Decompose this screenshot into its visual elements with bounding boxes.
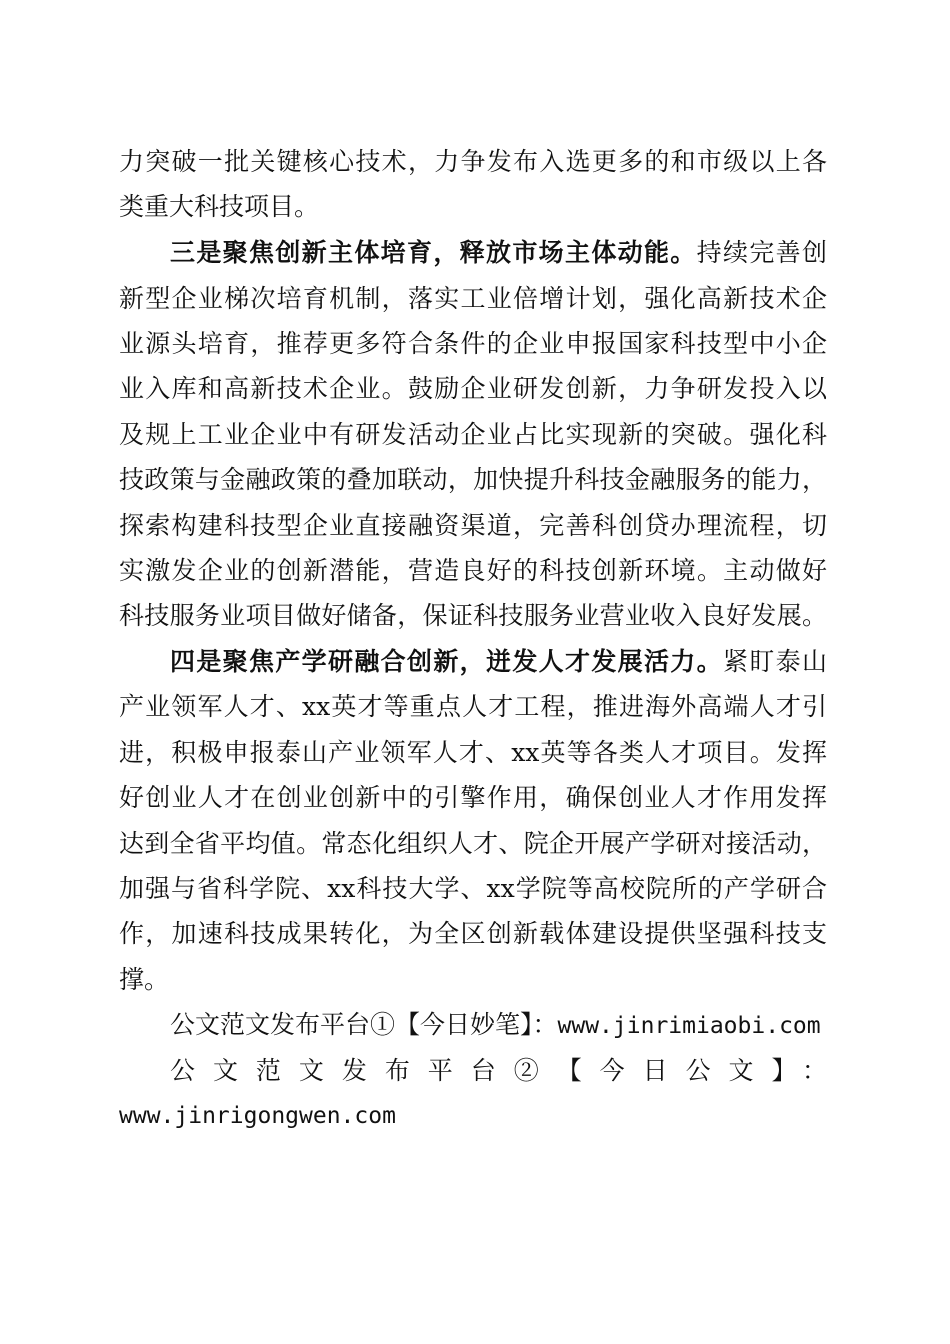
body-text-line: 科技服务业项目做好储备，保证科技服务业营业收入良好发展。 xyxy=(119,601,827,630)
body-text-line: 探索构建科技型企业直接融资渠道，完善科创贷办理流程，切 xyxy=(119,511,827,540)
body-text-line: 及规上工业企业中有研发活动企业占比实现新的突破。强化科 xyxy=(119,420,827,449)
paragraph-four-heading: 四是聚焦产学研融合创新，迸发人才发展活力。 xyxy=(170,647,723,676)
body-text-line: 好创业人才在创业创新中的引擎作用，确保创业人才作用发挥 xyxy=(119,783,827,812)
footer-platform-two-label: 公文范文发布平台②【今日公文】： xyxy=(170,1056,827,1085)
paragraph-three-first-line xyxy=(170,231,827,275)
body-text-fragment: 持续完善创 xyxy=(696,238,827,267)
footer-platform-one-link[interactable]: www.jinrimiaobi.com xyxy=(557,1013,821,1039)
body-text-line: 业源头培育，推荐更多符合条件的企业申报国家科技型中小企 xyxy=(119,329,827,358)
body-text-line: 业入库和高新技术企业。鼓励企业研发创新，力争研发投入以 xyxy=(119,374,827,403)
body-text-line: 类重大科技项目。 xyxy=(119,192,320,221)
body-text-line: 力突破一批关键核心技术，力争发布入选更多的和市级以上各 xyxy=(119,147,827,176)
footer-platform-two-link[interactable]: www.jinrigongwen.com xyxy=(119,1103,396,1129)
body-text-line: 进，积极申报泰山产业领军人才、xx英等各类人才项目。发挥 xyxy=(119,738,827,767)
body-text-line: 加强与省科学院、xx科技大学、xx学院等高校院所的产学研合 xyxy=(119,874,827,903)
body-text-line: 达到全省平均值。常态化组织人才、院企开展产学研对接活动， xyxy=(119,829,827,858)
body-text-fragment: 紧盯泰山 xyxy=(722,647,827,676)
body-text-line: 撑。 xyxy=(119,965,170,994)
body-text-line: 技政策与金融政策的叠加联动，加快提升科技金融服务的能力， xyxy=(119,465,827,494)
paragraph-three-heading: 三是聚焦创新主体培育，释放市场主体动能。 xyxy=(170,238,697,267)
body-text-line: 实激发企业的创新潜能，营造良好的科技创新环境。主动做好 xyxy=(119,556,827,585)
paragraph-four-first-line xyxy=(170,640,827,684)
body-text-line: 新型企业梯次培育机制，落实工业倍增计划，强化高新技术企 xyxy=(119,284,827,313)
body-text-line: 作，加速科技成果转化，为全区创新载体建设提供坚强科技支 xyxy=(119,919,827,948)
body-text-line: 产业领军人才、xx英才等重点人才工程，推进海外高端人才引 xyxy=(119,692,827,721)
footer-platform-one-label: 公文范文发布平台①【今日妙笔】： xyxy=(170,1010,558,1039)
footer-platform-one xyxy=(170,1003,827,1047)
